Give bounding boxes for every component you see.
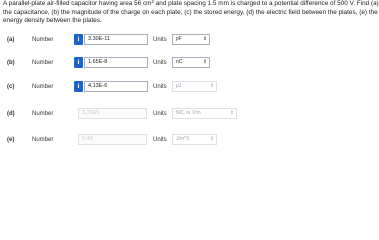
unit-value: N/C or V/m <box>176 110 201 116</box>
info-icon[interactable]: i <box>74 34 83 45</box>
answer-row-b <box>0 56 350 70</box>
answer-input-d[interactable]: 3.33E5 <box>78 108 147 119</box>
number-label: Number <box>32 137 54 143</box>
superscript: 2 <box>151 0 154 4</box>
units-label: Units <box>153 137 167 143</box>
problem-line-1 <box>3 0 379 9</box>
problem-line-3: energy density between the plates. <box>3 17 102 25</box>
problem-statement <box>3 0 379 26</box>
problem-line-2: the capacitance, (b) the magnitude of the charge on each plate, (c) the stored energy, (d) the electric field between the plates, (e) the <box>3 8 378 16</box>
chevron-updown-icon: ⇕ <box>209 136 214 142</box>
answer-input-b[interactable]: 1.65E-8 <box>84 57 148 68</box>
units-label: Units <box>153 37 167 43</box>
problem-text: A parallel-plate air-filled capacitor having area 56 cm <box>3 0 152 7</box>
units-label: Units <box>153 60 167 66</box>
unit-value: J/m^3 <box>176 136 190 142</box>
chevron-updown-icon: ⇕ <box>209 83 214 89</box>
units-label: Units <box>153 84 167 90</box>
units-label: Units <box>153 111 167 117</box>
answer-row-d <box>0 107 350 121</box>
info-icon[interactable]: i <box>74 81 83 92</box>
units-select-e[interactable] <box>172 134 217 145</box>
number-label: Number <box>32 84 54 90</box>
part-label: (e) <box>7 137 15 143</box>
answer-row-c <box>0 80 350 94</box>
answer-input-a[interactable]: 3.30E-11 <box>84 34 148 45</box>
number-label: Number <box>32 111 54 117</box>
units-select-b[interactable] <box>172 57 210 68</box>
part-label: (a) <box>7 37 15 43</box>
problem-text: and plate spacing 1.5 mm is charged to a potential difference of 500 V. Find (a) <box>153 0 379 7</box>
unit-value: pF <box>176 36 182 42</box>
units-select-a[interactable] <box>172 34 210 45</box>
info-icon[interactable]: i <box>74 57 83 68</box>
chevron-updown-icon: ⇕ <box>229 110 234 116</box>
answer-row-a <box>0 33 350 47</box>
chevron-updown-icon: ⇕ <box>202 59 207 65</box>
part-label: (c) <box>7 84 15 90</box>
answer-input-e[interactable]: 0.49 <box>78 134 147 145</box>
units-select-d[interactable] <box>172 108 237 119</box>
answer-input-c[interactable]: 4.13E-6 <box>84 81 148 92</box>
unit-value: nC <box>176 59 183 65</box>
part-label: (d) <box>7 111 15 117</box>
unit-value: μJ <box>176 83 182 89</box>
chevron-updown-icon: ⇕ <box>202 36 207 42</box>
number-label: Number <box>32 60 54 66</box>
part-label: (b) <box>7 60 15 66</box>
number-label: Number <box>32 37 54 43</box>
answer-row-e <box>0 133 350 147</box>
units-select-c[interactable] <box>172 81 217 92</box>
